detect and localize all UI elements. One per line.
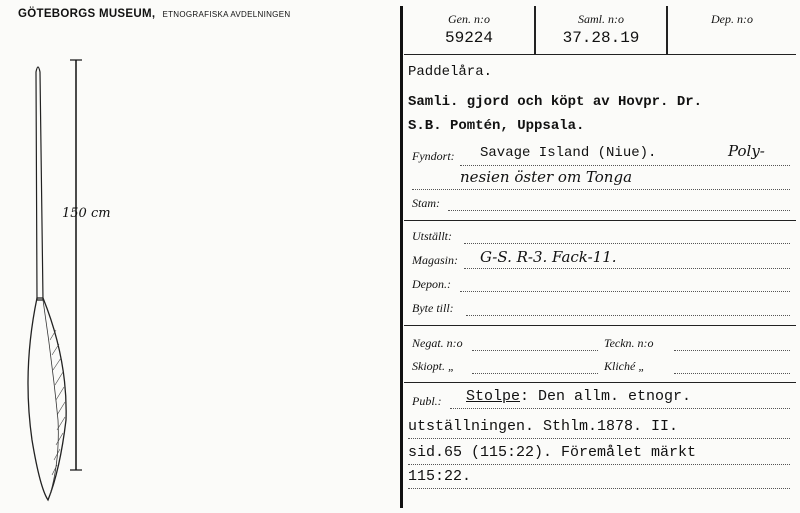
publ-line-4: 115:22. xyxy=(408,468,472,485)
section-divider xyxy=(404,382,796,383)
saml-number-cell xyxy=(536,6,666,54)
saml-number-value: 37.28.19 xyxy=(562,29,640,47)
utstallt-label: Utställt: xyxy=(412,229,453,243)
gen-number-value: 59224 xyxy=(444,29,493,47)
publ-line-2: utställningen. Sthlm.1878. II. xyxy=(408,418,679,435)
gen-number-label: Gen. n:o xyxy=(448,12,490,26)
fyndort-label: Fyndort: xyxy=(412,149,455,163)
department-name: ETNOGRAFISKA AVDELNINGEN xyxy=(162,10,291,19)
dotted-line xyxy=(674,350,790,351)
object-name: Paddelåra. xyxy=(408,64,493,80)
dotted-line xyxy=(472,350,598,351)
negat-label: Negat. n:o xyxy=(412,336,463,350)
teckn-label: Teckn. n:o xyxy=(604,336,654,350)
section-divider xyxy=(404,220,796,221)
dotted-line xyxy=(464,268,790,269)
byte-label: Byte till: xyxy=(412,301,454,315)
dotted-line xyxy=(408,488,790,489)
dotted-line xyxy=(408,438,790,439)
magasin-value: G-S. R-3. Fack-11. xyxy=(480,248,617,266)
publ-line-3: sid.65 (115:22). Föremålet märkt xyxy=(408,444,697,461)
paddle-blade-ridge xyxy=(43,300,58,495)
number-header-row xyxy=(404,6,796,55)
dep-number-label: Dep. n:o xyxy=(711,12,753,26)
fyndort-handwritten-2: nesien öster om Tonga xyxy=(460,168,633,186)
publ-title: : Den allm. etnogr. xyxy=(520,388,692,405)
depon-label: Depon.: xyxy=(412,277,451,291)
fyndort-typed: Savage Island (Niue). xyxy=(480,145,657,161)
dotted-line xyxy=(408,464,790,465)
dotted-line xyxy=(472,373,598,374)
blade-hatching xyxy=(50,330,65,475)
collection-line-2: S.B. Pomtén, Uppsala. xyxy=(408,118,585,134)
stam-label: Stam: xyxy=(412,196,440,210)
publ-label: Publ.: xyxy=(412,394,442,408)
magasin-label: Magasin: xyxy=(412,253,458,267)
dotted-line xyxy=(464,243,790,244)
gen-number-cell xyxy=(404,6,534,54)
museum-name: GÖTEBORGS MUSEUM, xyxy=(18,8,156,20)
fyndort-handwritten-1: Poly- xyxy=(728,142,765,160)
dotted-line xyxy=(674,373,790,374)
publ-line-1 xyxy=(466,388,691,405)
catalog-card xyxy=(404,6,796,508)
dotted-line xyxy=(412,189,790,190)
collection-line-1: Samli. gjord och köpt av Hovpr. Dr. xyxy=(408,94,703,110)
dotted-line xyxy=(450,408,790,409)
paddle-handle xyxy=(36,67,43,300)
dep-number-cell xyxy=(668,6,796,54)
section-divider xyxy=(404,325,796,326)
scale-label: 150 cm xyxy=(62,206,111,221)
dotted-line xyxy=(460,165,790,166)
skiopt-label: Skiopt. „ xyxy=(412,359,455,373)
dotted-line xyxy=(448,210,790,211)
kliche-label: Kliché „ xyxy=(604,359,645,373)
publ-author: Stolpe xyxy=(466,388,521,405)
dotted-line xyxy=(466,315,790,316)
dotted-line xyxy=(460,291,790,292)
card-left-border xyxy=(400,6,403,508)
saml-number-label: Saml. n:o xyxy=(578,12,624,26)
